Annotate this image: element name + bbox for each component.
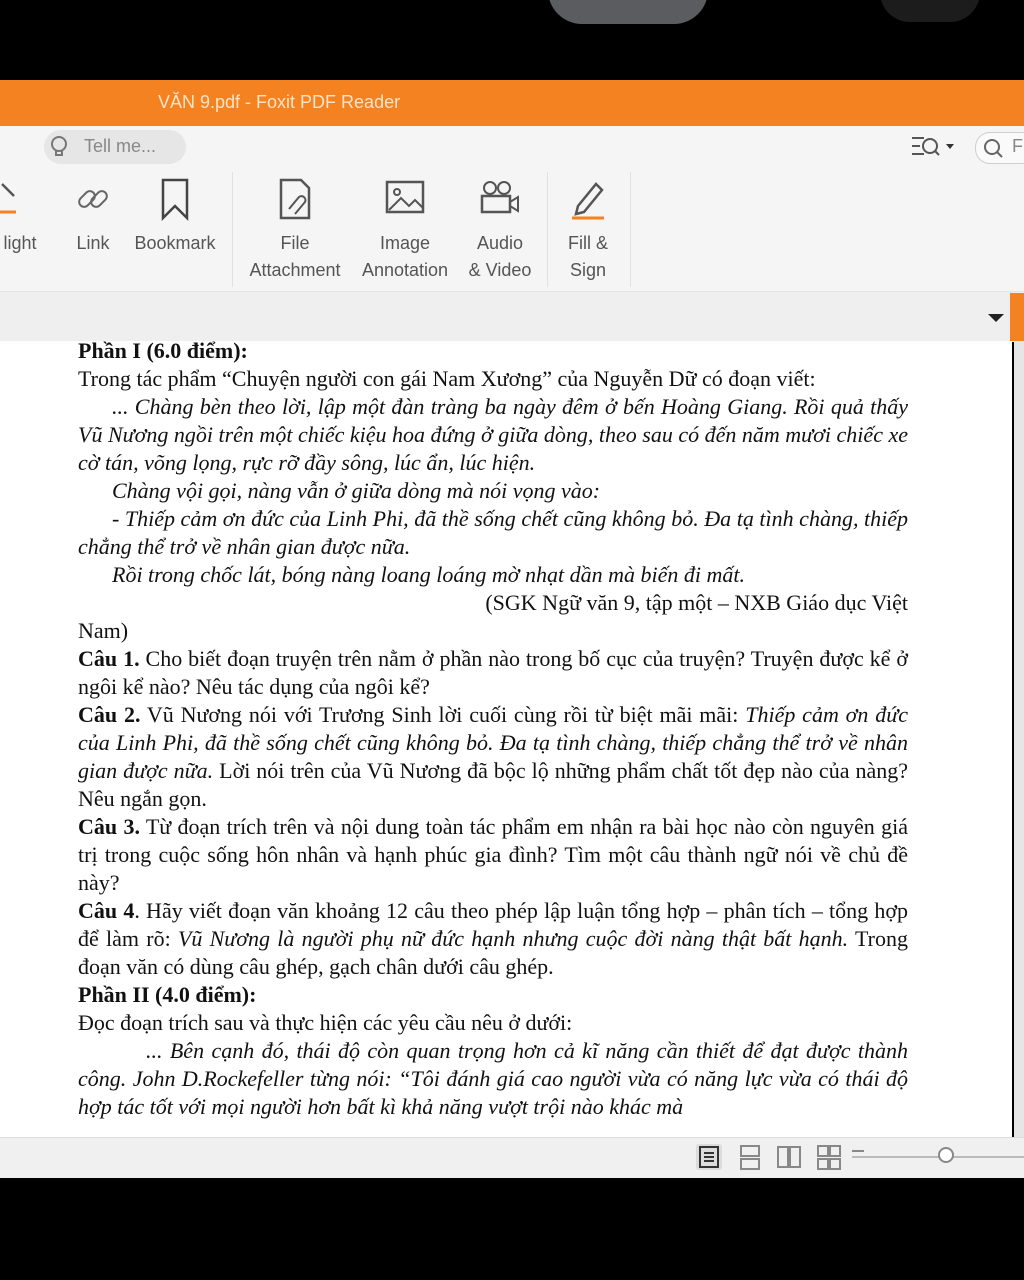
question-4-quote: Vũ Nương là người phụ nữ đức hạnh nhưng cuộc đời nàng thật bất hạnh. [177,926,849,951]
tell-me-placeholder: Tell me... [84,136,157,156]
search-icon [982,137,1004,159]
window-title: VĂN 9.pdf - Foxit PDF Reader [158,92,401,112]
audio-video-label-2: & Video [468,260,532,280]
part2-quote: ... Bên cạnh đó, thái độ còn quan trọng hơn cả kĩ năng cần thiết để đạt được thành công. John D.Rockefeller từng nói: “Tôi đánh giá cao người vừa có năng lực vừa có thái độ hợp tác tốt với mọi người hơn bất kì khả năng vượt trội nào khác mà [78,1038,908,1119]
bookmark-tool[interactable] [128,176,222,257]
ribbon-separator [232,172,233,287]
highlight-tool[interactable] [0,176,40,257]
fill-sign-tool[interactable] [558,176,618,284]
image-annotation-label-1: Image [379,233,431,253]
quote-paragraph-3: - Thiếp cảm ơn đức của Linh Phi, đã thề sống chết cũng không bỏ. Đa tạ tình chàng, thiếp chẳng thể trở về nhân gian được nữa. [78,506,908,559]
continuous-view-icon[interactable] [737,1144,763,1170]
question-1-text: Cho biết đoạn truyện trên nằm ở phần nào trong bố cục của truyện? Truyện được kể ở ngôi kể nào? Nêu tác dụng của ngôi kể? [78,646,909,699]
question-3 [78,813,908,897]
search-box[interactable] [975,132,1024,164]
source-line-1: (SGK Ngữ văn 9, tập một – NXB Giáo dục Việt [485,590,908,615]
question-2-text-a: Vũ Nương nói với Trương Sinh lời cuối cùng rồi từ biệt mãi mãi: [140,702,746,727]
screen-top-bezel [0,0,1024,80]
link-icon [70,176,116,224]
part2-heading: Phần II (4.0 điểm): [78,982,257,1007]
source-line-2: Nam) [78,618,129,643]
facing-view-icon[interactable] [776,1144,802,1170]
fill-sign-label-1: Fill & [568,233,608,253]
pen-sign-icon [568,176,608,224]
video-camera-icon [478,176,522,224]
document-content [78,341,908,1121]
continuous-facing-view-icon[interactable] [816,1144,842,1170]
file-attachment-label-2: Attachment [249,260,341,280]
part2-intro: Đọc đoạn trích sau và thực hiện các yêu cầu nêu ở dưới: [78,1010,573,1035]
zoom-slider-handle[interactable] [938,1147,954,1163]
question-4-text-b: Trong đoạn văn có dùng câu ghép, gạch chân dưới câu ghép. [78,926,908,979]
vertical-scrollbar[interactable] [1014,341,1024,1137]
question-2-text-b: Lời nói trên của Vũ Nương đã bộc lộ những phẩm chất tốt đẹp nào của nàng? Nêu ngắn gọn. [78,758,908,811]
question-2 [78,701,908,813]
question-1-label: Câu 1. [78,646,140,671]
ribbon-separator-3 [630,172,631,287]
image-annotation-label-2: Annotation [361,260,449,280]
single-page-view-icon[interactable] [696,1144,722,1170]
link-tool[interactable] [70,176,116,257]
tell-me-box[interactable] [44,130,186,164]
question-4-label: Câu 4 [78,898,135,923]
fill-sign-label-2: Sign [569,260,607,280]
part1-heading: Phần I (6.0 điểm): [78,341,248,363]
bookmark-label: Bookmark [134,233,216,253]
image-icon [383,176,427,224]
screen-bottom-bezel [0,1178,1024,1280]
search-text: F [1012,136,1023,156]
camera-overlay [548,0,708,24]
question-4-text-a: . Hãy viết đoạn văn khoảng 12 câu theo phép lập luận tổng hợp – phân tích – tổng hợp để làm rõ: [78,898,909,951]
file-attachment-tool[interactable] [244,176,346,284]
pdf-page[interactable] [0,341,1012,1137]
question-4 [78,897,908,981]
bookmark-icon [155,176,195,224]
highlight-label: light [3,233,37,253]
ribbon-separator-2 [547,172,548,287]
highlight-icon [0,176,40,224]
audio-video-label-1: Audio [476,233,524,253]
image-annotation-tool[interactable] [356,176,454,284]
audio-video-tool[interactable] [464,176,536,284]
dropdown-arrow-icon[interactable] [988,314,1004,322]
part1-intro: Trong tác phẩm “Chuyện người con gái Nam Xương” của Nguyễn Dữ có đoạn viết: [78,366,816,391]
question-1 [78,645,908,701]
tab-strip [0,291,1024,342]
question-3-label: Câu 3. [78,814,140,839]
quote-paragraph-1: ... Chàng bèn theo lời, lập một đàn tràng ba ngày đêm ở bến Hoàng Giang. Rồi quả thấy Vũ Nương ngồi trên một chiếc kiệu hoa đứng ở giữa dòng, theo sau có đến năm mươi chiếc xe cờ tán, võng lọng, rực rỡ đầy sông, lúc ẩn, lúc hiện. [78,394,908,475]
link-label: Link [76,233,110,253]
title-bar [0,80,1024,126]
quote-paragraph-4: Rồi trong chốc lát, bóng nàng loang loáng mờ nhạt dần mà biến đi mất. [112,562,746,587]
view-options-icon[interactable] [910,134,960,160]
question-2-label: Câu 2. [78,702,141,727]
zoom-out-icon[interactable] [852,1150,864,1152]
file-attachment-label-1: File [280,233,310,253]
question-3-text: Từ đoạn trích trên và nội dung toàn tác phẩm em nhận ra bài học nào còn nguyên giá trị trong cuộc sống hôn nhân và hạnh phúc gia đình? Tìm một câu thành ngữ nói về chủ đề này? [78,814,909,895]
file-attachment-icon [275,176,315,224]
question-2-quote: Thiếp cảm ơn đức của Linh Phi, đã thề sống chết cũng không bỏ. Đa tạ tình chàng, thiếp chẳng thể trở về nhân gian được nữa. [78,702,908,783]
side-panel-tab[interactable] [1010,293,1024,341]
lightbulb-icon [50,136,68,158]
quote-paragraph-2: Chàng vội gọi, nàng vẫn ở giữa dòng mà nói vọng vào: [112,478,601,503]
